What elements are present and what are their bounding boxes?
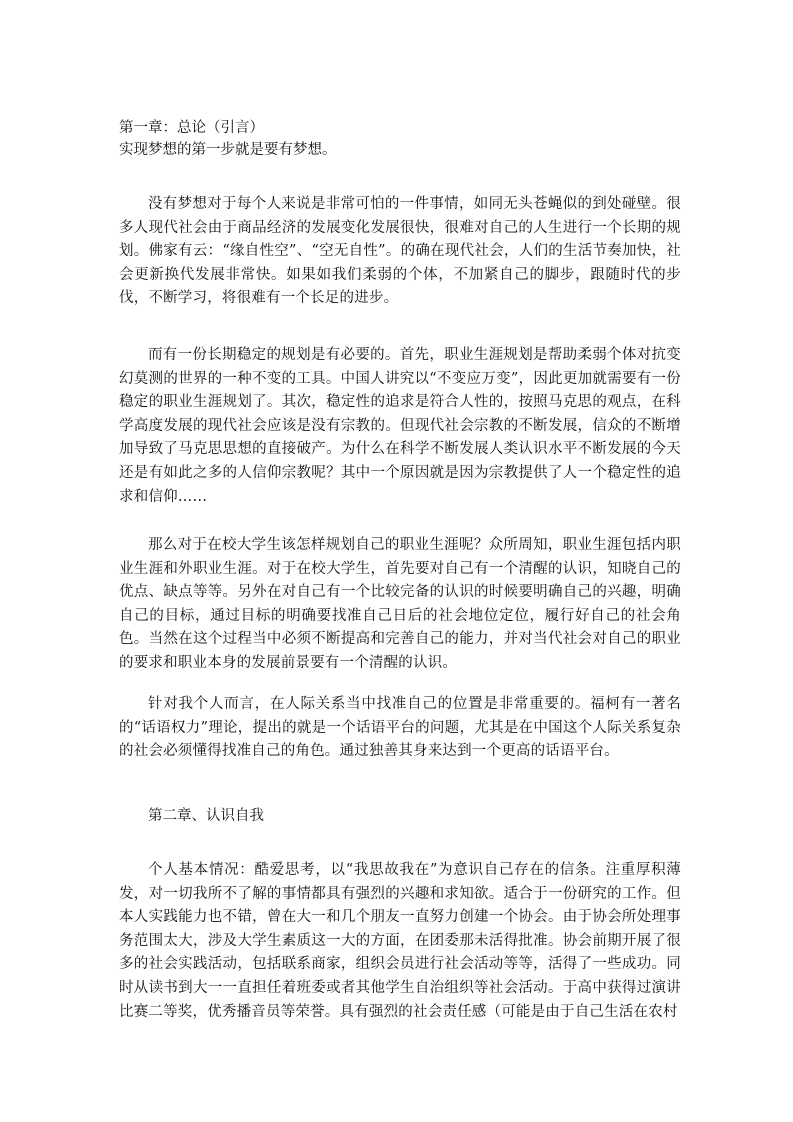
chapter-1-subtitle: 实现梦想的第一步就是要有梦想。 <box>119 142 337 158</box>
paragraph-4: 针对我个人而言，在人际关系当中找准自己的位置是非常重要的。福柯有一著名的“话语权力”理论，提出的就是一个话语平台的问题，尤其是在中国这个人际关系复杂的社会必须懂得找准自己的角色。通过独善其身来达到一个更高的话语平台。 <box>119 696 681 760</box>
chapter-2-title: 第二章、认识自我 <box>148 808 264 824</box>
paragraph-2: 而有一份长期稳定的规划是有必要的。首先，职业生涯规划是帮助柔弱个体对抗变幻莫测的世界的一种不变的工具。中国人讲究以“不变应万变”，因此更加就需要有一份稳定的职业生涯规划了。其次，稳定性的追求是符合人性的，按照马克思的观点，在科学高度发展的现代社会应该是没有宗教的。但现代社会宗教的不断发展，信众的不断增加导致了马克思思想的直接破产。为什么在科学不断发展人类认识水平不断发展的今天还是有如此之多的人信仰宗教呢？其中一个原因就是因为宗教提供了人一个稳定性的追求和信仰…… <box>119 347 681 505</box>
paragraph-3: 那么对于在校大学生该怎样规划自己的职业生涯呢？众所周知，职业生涯包括内职业生涯和外职业生涯。对于在校大学生，首先要对自己有一个清醒的认识，知晓自己的优点、缺点等等。另外在对自己有一个比较完备的认识的时候要明确自己的兴趣，明确自己的目标，通过目标的明确要找准自己日后的社会地位定位，履行好自己的社会角色。当然在这个过程当中必须不断提高和完善自己的能力，并对当代社会对自己的职业的要求和职业本身的发展前景要有一个清醒的认识。 <box>119 537 681 671</box>
chapter-1-title: 第一章：总论（引言） <box>119 120 264 136</box>
paragraph-5: 个人基本情况：酷爱思考，以“我思故我在”为意识自己存在的信条。注重厚积薄发，对一切我所不了解的事情都具有强烈的兴趣和求知欲。适合于一份研究的工作。但本人实践能力也不错，曾在大一和几个朋友一直努力创建一个协会。由于协会所处理事务范围太大，涉及大学生素质这一大的方面，在团委那未活得批准。协会前期开展了很多的社会实践活动，包括联系商家，组织会员进行社会活动等等，活得了一些成功。同时从读书到大一一直担任着班委或者其他学生自治组织等社会活动。于高中获得过演讲比赛二等奖，优秀播音员等荣誉。具有强烈的社会责任感（可能是由于自己生活在农村 <box>119 862 681 1020</box>
paragraph-1: 没有梦想对于每个人来说是非常可怕的一件事情，如同无头苍蝇似的到处碰壁。很多人现代社会由于商品经济的发展变化发展很快，很难对自己的人生进行一个长期的规划。佛家有云：“缘自性空”、“空无自性”。的确在现代社会，人们的生活节奏加快，社会更新换代发展非常快。如果如我们柔弱的个体，不加紧自己的脚步，跟随时代的步伐，不断学习，将很难有一个长足的进步。 <box>119 196 681 307</box>
